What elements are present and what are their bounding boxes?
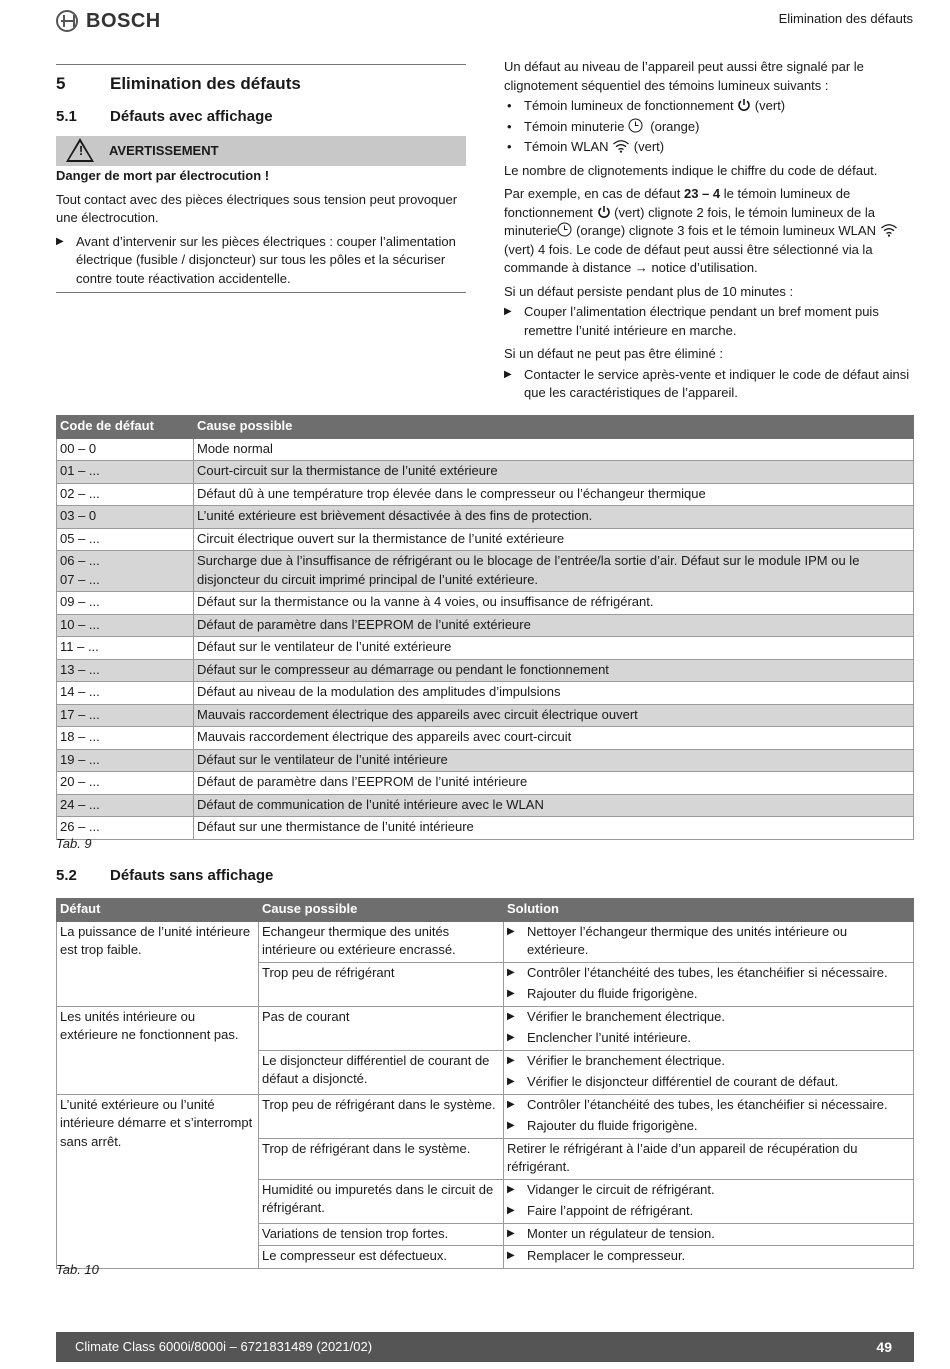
cause-cell: Variations de tension trop fortes. <box>259 1223 504 1246</box>
cause-cell: Trop de réfrigérant dans le système. <box>259 1138 504 1179</box>
cause-cell: Défaut sur le ventilateur de l’unité extérieure <box>194 637 914 660</box>
fault-code-cell: 02 – ... <box>57 483 194 506</box>
warning-action: ▶ Avant d’intervenir sur les pièces électriques : couper l’alimentation électrique (fusible / disjoncteur) sur tous les pôles et la sécuriser contre toute réactivation accidentelle. <box>56 233 466 289</box>
cause-cell: Défaut de paramètre dans l’EEPROM de l’unité intérieure <box>194 772 914 795</box>
fault-code-cell: 00 – 0 <box>57 438 194 461</box>
table-row <box>57 637 914 660</box>
clock-icon <box>628 118 643 133</box>
step-arrow-icon: ▶ <box>507 1250 515 1261</box>
step-arrow-icon: ▶ <box>507 1183 515 1195</box>
table-row <box>57 483 914 506</box>
table-row <box>57 1006 914 1050</box>
step-arrow-icon: ▶ <box>507 1010 515 1022</box>
subsection-heading-5-1: 5.1 Défauts avec affichage <box>56 107 273 125</box>
table-row <box>57 749 914 772</box>
blink-example: Par exemple, en cas de défaut 23 – 4 le témoin lumineux de fonctionnement (vert) clignote 2 fois, le témoin lumineux de la minuterie (orange) clignote 3 fois et le témoin lumineux WLAN (vert) 4 fois. Le code de défaut peut aussi être sélectionné via la commande à distance → notice d’utilisation. <box>504 185 914 278</box>
step-arrow-icon: ▶ <box>507 925 515 937</box>
table-row <box>57 682 914 705</box>
column-header: Code de défaut <box>57 416 194 439</box>
table-caption-10: Tab. 10 <box>56 1262 99 1277</box>
bullet-wlan: • Témoin WLAN (vert) <box>507 139 665 154</box>
solution-step: ▶ Rajouter du fluide frigorigène. <box>504 984 913 1006</box>
table-row <box>57 614 914 637</box>
bullet-power: • Témoin lumineux de fonctionnement (vert) <box>507 98 786 113</box>
cause-cell: Surcharge due à l’insuffisance de réfrigérant ou le blocage de l’entrée/la sortie d’air. Défaut sur le module IPM ou le disjoncteur du circuit imprimé principal de l’unité extérieure. <box>194 551 914 592</box>
solution-step: ▶ Vérifier le branchement électrique. <box>504 1051 913 1073</box>
fault-code-table <box>56 415 914 840</box>
persist-intro: Si un défaut persiste pendant plus de 10 minutes : <box>504 283 794 299</box>
step-arrow-icon: ▶ <box>504 306 512 317</box>
cause-cell: Trop peu de réfrigérant dans le système. <box>259 1094 504 1138</box>
cause-cell: Echangeur thermique des unités intérieure ou extérieure encrassé. <box>259 921 504 962</box>
fault-code-cell: 10 – ... <box>57 614 194 637</box>
fault-cell: Les unités intérieure ou extérieure ne fonctionnent pas. <box>57 1006 259 1094</box>
column-header: Cause possible <box>194 416 914 439</box>
warning-banner: ! AVERTISSEMENT <box>56 136 466 166</box>
table-row <box>57 772 914 795</box>
cause-cell: Mauvais raccordement électrique des appareils avec court-circuit <box>194 727 914 750</box>
table-header-row <box>57 899 914 922</box>
solution-cell <box>504 1223 914 1246</box>
table-row <box>57 506 914 529</box>
column-header: Cause possible <box>259 899 504 922</box>
bullet-timer: • Témoin minuterie (orange) <box>507 118 700 134</box>
bosch-logo <box>56 8 161 34</box>
step-arrow-icon: ▶ <box>507 1120 515 1131</box>
cause-cell: Défaut de communication de l’unité intérieure avec le WLAN <box>194 794 914 817</box>
table-row <box>57 592 914 615</box>
subsection-heading-5-2: 5.2 Défauts sans affichage <box>56 866 274 884</box>
step-arrow-icon: ▶ <box>507 988 515 999</box>
fault-code-cell: 09 – ... <box>57 592 194 615</box>
cause-cell: Mode normal <box>194 438 914 461</box>
fail-intro: Si un défaut ne peut pas être éliminé : <box>504 346 723 361</box>
solution-cell <box>504 962 914 1006</box>
fault-code-cell: 01 – ... <box>57 461 194 484</box>
document-reference: Climate Class 6000i/8000i – 6721831489 (2021/02) <box>75 1338 373 1354</box>
step-arrow-icon: ▶ <box>507 1054 515 1066</box>
fault-code-cell: 17 – ... <box>57 704 194 727</box>
solution-step: ▶ Contrôler l’étanchéité des tubes, les étanchéifier si nécessaire. <box>504 1095 913 1117</box>
cause-cell: Trop peu de réfrigérant <box>259 962 504 1006</box>
solution-cell <box>504 1094 914 1138</box>
solution-cell <box>504 1246 914 1269</box>
solution-cell: Retirer le réfrigérant à l’aide d’un appareil de récupération du réfrigérant. <box>504 1138 914 1179</box>
solution-step: ▶ Rajouter du fluide frigorigène. <box>504 1116 913 1138</box>
cause-cell: Défaut sur une thermistance de l’unité intérieure <box>194 817 914 840</box>
fault-cell: La puissance de l’unité intérieure est trop faible. <box>57 921 259 1006</box>
wifi-icon <box>612 139 630 153</box>
page-footer <box>56 1332 914 1362</box>
power-icon <box>597 205 611 219</box>
cause-cell: Le disjoncteur différentiel de courant de défaut a disjoncté. <box>259 1050 504 1094</box>
cause-cell: Défaut au niveau de la modulation des amplitudes d’impulsions <box>194 682 914 705</box>
right-column <box>504 58 914 403</box>
solution-step: ▶ Enclencher l’unité intérieure. <box>504 1028 913 1050</box>
cause-cell: Court-circuit sur la thermistance de l’unité extérieure <box>194 461 914 484</box>
table-caption-9: Tab. 9 <box>56 836 92 851</box>
left-column <box>56 64 466 293</box>
wifi-icon <box>880 223 898 237</box>
column-header: Défaut <box>57 899 259 922</box>
column-header: Solution <box>504 899 914 922</box>
solution-cell <box>504 1006 914 1050</box>
cause-cell: Circuit électrique ouvert sur la thermistance de l’unité extérieure <box>194 528 914 551</box>
cause-cell: Défaut de paramètre dans l’EEPROM de l’unité extérieure <box>194 614 914 637</box>
step-arrow-icon: ▶ <box>507 1098 515 1110</box>
fault-troubleshooting-table <box>56 898 914 1269</box>
fault-code-cell: 06 – ... 07 – ... <box>57 551 194 592</box>
table-row <box>57 794 914 817</box>
power-icon <box>737 98 751 112</box>
table-row <box>57 528 914 551</box>
cause-cell: L’unité extérieure est brièvement désactivée à des fins de protection. <box>194 506 914 529</box>
fail-action: ▶ Contacter le service après-vente et indiquer le code de défaut ainsi que les caractéristiques de l’appareil. <box>504 366 914 403</box>
running-header: Elimination des défauts <box>778 11 913 26</box>
cause-cell: Défaut sur la thermistance ou la vanne à 4 voies, ou insuffisance de réfrigérant. <box>194 592 914 615</box>
warning-label: AVERTISSEMENT <box>109 142 219 158</box>
fault-cell: L’unité extérieure ou l’unité intérieure démarre et s’interrompt sans arrêt. <box>57 1094 259 1268</box>
reference-arrow-icon: → <box>634 260 648 275</box>
step-arrow-icon: ▶ <box>507 1076 515 1087</box>
step-arrow-icon: ▶ <box>507 1032 515 1043</box>
solution-step: ▶ Contrôler l’étanchéité des tubes, les étanchéifier si nécessaire. <box>504 963 913 985</box>
blink-intro: Un défaut au niveau de l’appareil peut aussi être signalé par le clignotement séquentiel des témoins lumineux suivants : <box>504 59 864 93</box>
cause-cell: Le compresseur est défectueux. <box>259 1246 504 1269</box>
solution-step: ▶ Remplacer le compresseur. <box>504 1246 913 1268</box>
cause-cell: Pas de courant <box>259 1006 504 1050</box>
cause-cell: Défaut dû à une température trop élevée dans le compresseur ou l’échangeur thermique <box>194 483 914 506</box>
warning-text: Tout contact avec des pièces électriques sous tension peut provoquer une électrocution. <box>56 191 458 225</box>
fault-code-cell: 26 – ... <box>57 817 194 840</box>
solution-step: ▶ Nettoyer l’échangeur thermique des unités intérieure ou extérieure. <box>504 922 913 962</box>
blink-note: Le nombre de clignotements indique le chiffre du code de défaut. <box>504 162 878 178</box>
cause-cell: Défaut sur le compresseur au démarrage ou pendant le fonctionnement <box>194 659 914 682</box>
solution-step: ▶ Monter un régulateur de tension. <box>504 1224 913 1246</box>
table-row <box>57 551 914 592</box>
step-arrow-icon: ▶ <box>507 966 515 978</box>
solution-step: ▶ Vérifier le disjoncteur différentiel de courant de défaut. <box>504 1072 913 1094</box>
fault-code-cell: 14 – ... <box>57 682 194 705</box>
solution-step: ▶ Vidanger le circuit de réfrigérant. <box>504 1180 913 1202</box>
warning-headline: Danger de mort par électrocution ! <box>56 168 270 183</box>
fault-code-cell: 11 – ... <box>57 637 194 660</box>
table-row <box>57 438 914 461</box>
solution-cell <box>504 1179 914 1223</box>
table-row <box>57 461 914 484</box>
table-row <box>57 817 914 840</box>
table-header-row <box>57 416 914 439</box>
fault-code-cell: 05 – ... <box>57 528 194 551</box>
table-row <box>57 659 914 682</box>
solution-step: ▶ Faire l’appoint de réfrigérant. <box>504 1201 913 1223</box>
fault-code-cell: 20 – ... <box>57 772 194 795</box>
solution-cell <box>504 1050 914 1094</box>
section-heading: 5 Elimination des défauts <box>56 73 301 93</box>
step-arrow-icon: ▶ <box>507 1227 515 1239</box>
solution-cell <box>504 921 914 962</box>
step-arrow-icon: ▶ <box>507 1205 515 1216</box>
fault-code-cell: 13 – ... <box>57 659 194 682</box>
bosch-armature-icon <box>56 10 78 32</box>
step-arrow-icon: ▶ <box>504 368 512 380</box>
fault-code-cell: 18 – ... <box>57 727 194 750</box>
fault-code-cell: 19 – ... <box>57 749 194 772</box>
cause-cell: Humidité ou impuretés dans le circuit de réfrigérant. <box>259 1179 504 1223</box>
persist-action: ▶ Couper l’alimentation électrique pendant un bref moment puis remettre l’unité intérieure en marche. <box>504 303 914 340</box>
brand-name: BOSCH <box>86 9 161 32</box>
cause-cell: Mauvais raccordement électrique des appareils avec circuit électrique ouvert <box>194 704 914 727</box>
fault-code-cell: 24 – ... <box>57 794 194 817</box>
table-row <box>57 921 914 962</box>
fault-code-cell: 03 – 0 <box>57 506 194 529</box>
page-number: 49 <box>876 1338 892 1355</box>
clock-icon <box>557 222 572 237</box>
step-arrow-icon: ▶ <box>56 235 64 247</box>
cause-cell: Défaut sur le ventilateur de l’unité intérieure <box>194 749 914 772</box>
table-row <box>57 1094 914 1138</box>
table-row <box>57 704 914 727</box>
solution-step: ▶ Vérifier le branchement électrique. <box>504 1007 913 1029</box>
table-row <box>57 727 914 750</box>
